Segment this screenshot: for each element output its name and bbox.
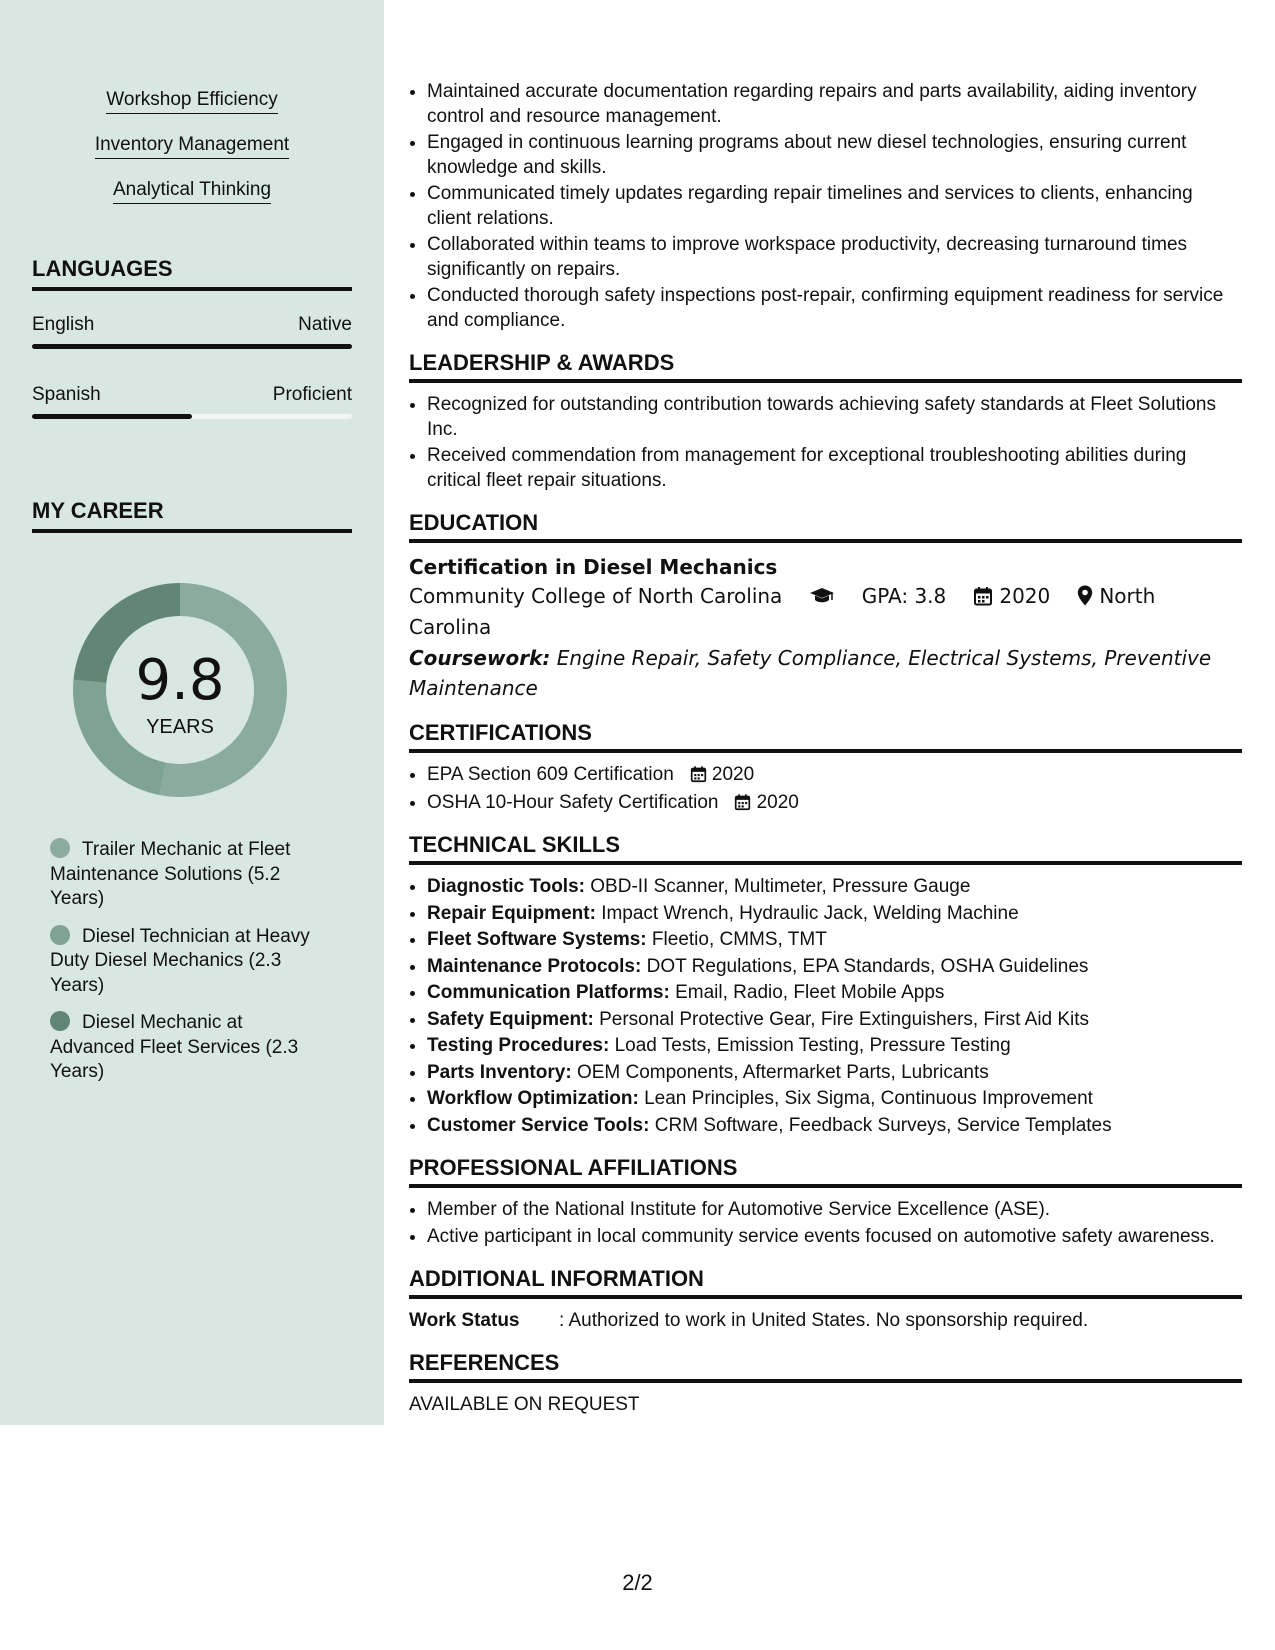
experience-bullet: • Communicated timely updates regarding repair timelines and services to clients, enhancing client relations. — [427, 182, 1242, 231]
education-year: 2020 — [999, 584, 1051, 608]
career-item: Diesel Mechanic at Advanced Fleet Services (2.3 Years) — [50, 1012, 299, 1082]
affiliations-title: PROFESSIONAL AFFILIATIONS — [409, 1154, 1242, 1188]
technical-skill-item: • Diagnostic Tools: OBD-II Scanner, Multimeter, Pressure Gauge — [427, 875, 1242, 900]
career-unit: YEARS — [146, 716, 214, 738]
affiliation-item: • Member of the National Institute for Automotive Service Excellence (ASE). — [427, 1198, 1242, 1223]
sidebar — [0, 0, 384, 1425]
certification-name: EPA Section 609 Certification — [427, 764, 674, 785]
certification-year: 2020 — [711, 764, 755, 785]
technical-skill-item: • Parts Inventory: OEM Components, Aftermarket Parts, Lubricants — [427, 1061, 1242, 1086]
certification-item — [427, 791, 1242, 816]
career-item: Trailer Mechanic at Fleet Maintenance Solutions (5.2 Years) — [50, 839, 291, 909]
language-bar-fill — [32, 414, 192, 419]
certifications-title: CERTIFICATIONS — [409, 719, 1242, 753]
skill-tag: Analytical Thinking — [0, 178, 384, 204]
education-title: EDUCATION — [409, 509, 1242, 543]
technical-skill-item: • Repair Equipment: Impact Wrench, Hydraulic Jack, Welding Machine — [427, 902, 1242, 927]
experience-bullet: • Engaged in continuous learning programs about new diesel technologies, ensuring current knowledge and skills. — [427, 131, 1242, 180]
work-status-label: Work Status — [409, 1310, 520, 1331]
affiliation-item: • Active participant in local community service events focused on automotive safety awareness. — [427, 1225, 1242, 1250]
education-details — [409, 581, 1242, 643]
experience-bullet: • Collaborated within teams to improve workspace productivity, decreasing turnaround times significantly on repairs. — [427, 233, 1242, 282]
career-title: MY CAREER — [32, 497, 352, 533]
leadership-list — [409, 393, 1242, 493]
legend-dot — [50, 1011, 70, 1031]
skill-tag: Workshop Efficiency — [0, 88, 384, 114]
experience-bullet: • Conducted thorough safety inspections post-repair, confirming equipment readiness for service and compliance. — [427, 284, 1242, 333]
calendar-icon — [973, 586, 993, 606]
career-item: Diesel Technician at Heavy Duty Diesel Mechanics (2.3 Years) — [50, 925, 310, 996]
coursework-label: Coursework: — [409, 646, 551, 670]
additional-info-title: ADDITIONAL INFORMATION — [409, 1265, 1242, 1299]
technical-skill-item: • Workflow Optimization: Lean Principles, Six Sigma, Continuous Improvement — [427, 1087, 1242, 1112]
language-level: Native — [298, 314, 352, 335]
career-list — [50, 838, 320, 1085]
work-status — [409, 1309, 1242, 1333]
certification-name: OSHA 10-Hour Safety Certification — [427, 791, 719, 813]
languages-title: LANGUAGES — [32, 255, 352, 291]
technical-skill-item: • Customer Service Tools: CRM Software, Feedback Surveys, Service Templates — [427, 1114, 1242, 1139]
affiliations-list — [409, 1198, 1242, 1249]
education-degree: Certification in Diesel Mechanics — [409, 555, 778, 579]
language-bar — [32, 344, 352, 349]
leadership-title: LEADERSHIP & AWARDS — [409, 349, 1242, 383]
education-coursework — [409, 643, 1242, 703]
education-location: North Carolina — [409, 584, 1156, 639]
language-level: Proficient — [272, 384, 352, 405]
skill-tag: Inventory Management — [0, 133, 384, 159]
technical-skill-item: • Fleet Software Systems: Fleetio, CMMS, TMT — [427, 928, 1242, 953]
leadership-item: • Received commendation from management for exceptional troubleshooting abilities during critical fleet repair situations. — [427, 444, 1242, 493]
certification-year: 2020 — [756, 791, 799, 813]
language-name: Spanish — [32, 384, 101, 405]
technical-skill-item: • Safety Equipment: Personal Protective Gear, Fire Extinguishers, First Aid Kits — [427, 1008, 1242, 1033]
certification-item — [427, 763, 1242, 788]
language-name: English — [32, 314, 95, 335]
legend-dot — [50, 925, 70, 945]
calendar-icon — [690, 765, 707, 783]
technical-skill-item: • Testing Procedures: Load Tests, Emission Testing, Pressure Testing — [427, 1034, 1242, 1059]
work-status-value: : Authorized to work in United States. No sponsorship required. — [559, 1310, 1089, 1331]
leadership-item: • Recognized for outstanding contribution towards achieving safety standards at Fleet Solutions Inc. — [427, 393, 1242, 442]
technical-skills-title: TECHNICAL SKILLS — [409, 831, 1242, 865]
education-gpa: GPA: 3.8 — [861, 584, 947, 608]
legend-dot — [50, 838, 70, 858]
technical-skill-item: • Maintenance Protocols: DOT Regulations, EPA Standards, OSHA Guidelines — [427, 955, 1242, 980]
certifications-list — [409, 763, 1242, 815]
technical-skills-list — [409, 875, 1242, 1138]
career-total: 9.8 — [135, 648, 225, 713]
technical-skill-item: • Communication Platforms: Email, Radio, Fleet Mobile Apps — [427, 981, 1242, 1006]
calendar-icon — [734, 793, 751, 811]
main-content — [409, 80, 1242, 1417]
experience-bullet: • Maintained accurate documentation regarding repairs and parts availability, aiding inventory control and resource management. — [427, 80, 1242, 129]
education-school: Community College of North Carolina — [409, 584, 783, 608]
references-value: AVAILABLE ON REQUEST — [409, 1394, 640, 1415]
language-bar — [32, 414, 352, 419]
language-bar-fill — [32, 344, 352, 349]
location-pin-icon — [1077, 585, 1093, 606]
career-donut-chart — [65, 575, 295, 805]
experience-bullets — [409, 80, 1242, 333]
references-title: REFERENCES — [409, 1349, 1242, 1383]
graduation-cap-icon — [809, 586, 835, 606]
coursework-value: Engine Repair, Safety Compliance, Electrical Systems, Preventive Maintenance — [409, 646, 1212, 700]
page-number: 2/2 — [622, 1570, 653, 1595]
